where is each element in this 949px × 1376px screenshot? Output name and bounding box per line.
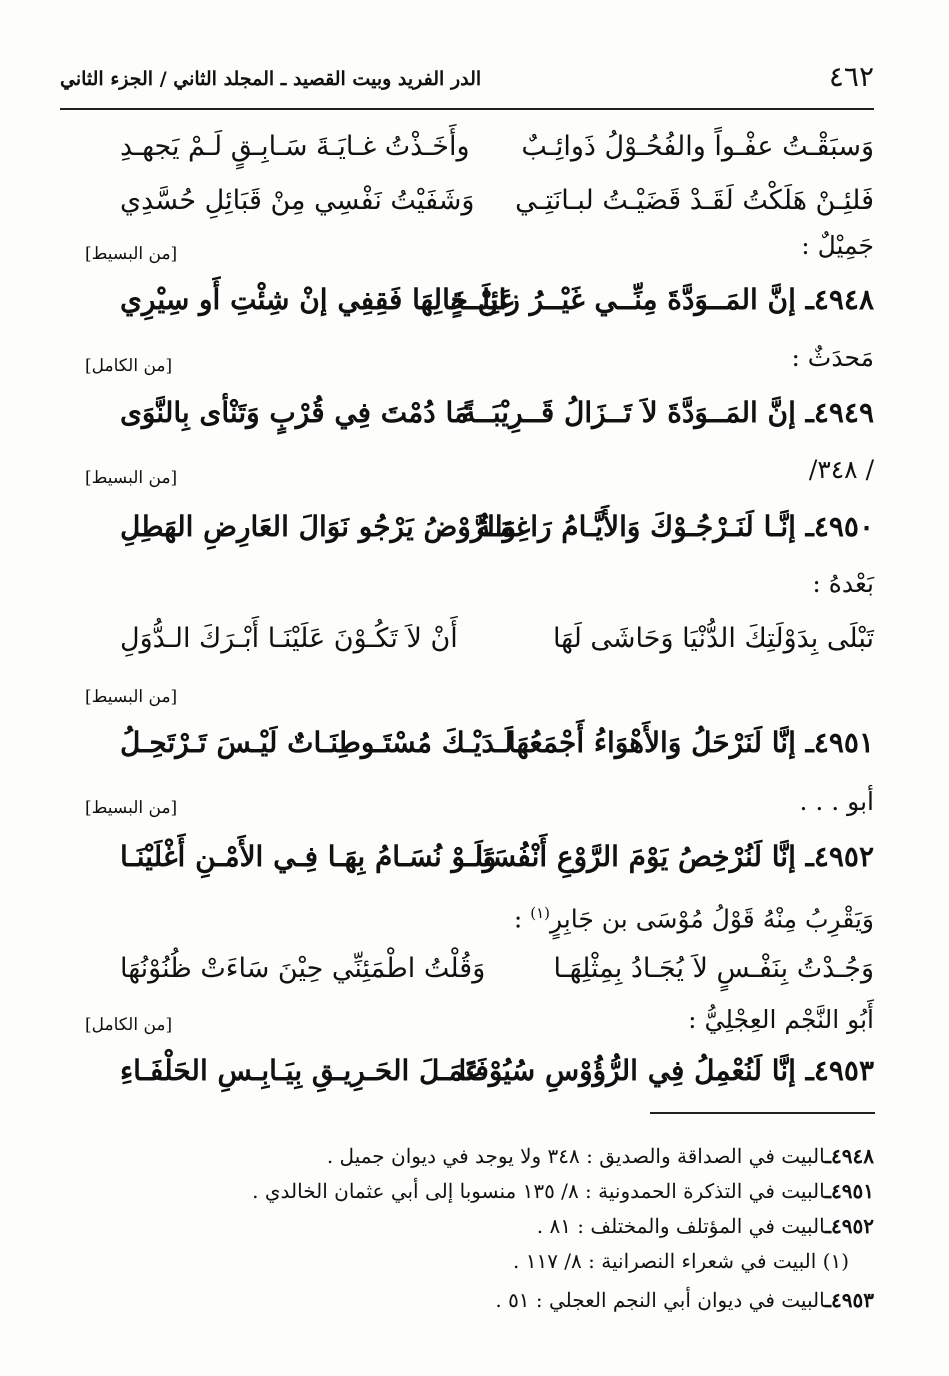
- meter-label: [من البسيط]: [85, 687, 178, 707]
- verse-line: [60, 176, 874, 226]
- meter-label: [من البسيط]: [85, 468, 178, 488]
- poet-intro: بَعْدهُ :: [812, 569, 874, 598]
- footnote-number: ٤٩٥٢ـ: [825, 1214, 874, 1238]
- verse-line: [60, 718, 874, 768]
- poet-intro: مَحدَثٌ :: [791, 343, 874, 372]
- poet-intro: [514, 893, 874, 939]
- verse-second-hemistich: وَشَفَيْتُ نَفْسِي مِنْ قَبَائِلِ حُسَّدِي: [120, 185, 475, 216]
- verse-first-hemistich: وَسبَقْـتُ عفْـواً والفُحُـوْلُ ذَوائِـبٌ: [521, 131, 874, 162]
- footnote: [252, 1175, 874, 1207]
- verse-first-hemistich: تَبْلَى بِدَوْلَتِكَ الدُّنْيَا وَحَاشَى لَهَا: [552, 623, 874, 654]
- footnote: [495, 1284, 874, 1316]
- footnote: [327, 1140, 874, 1172]
- verse-first-hemistich: ٤٩٥٢ـ إنَّا لَنُرْخِصُ يَوْمَ الرَّوْعِ أَنْفُسَنَا: [475, 840, 874, 873]
- footnote-number: (١): [822, 1249, 849, 1273]
- poet-intro: أبو . . .: [799, 787, 874, 816]
- verse-second-hemistich: عَنْ حَالِهَا فَقِفِي إنْ شِئْتِ أَو سِيْرِي: [120, 283, 516, 316]
- verse-line: [60, 388, 874, 438]
- reference-note: / ٣٤٨/: [808, 455, 874, 484]
- verse-first-hemistich: ٤٩٥٠ـ إنَّـا لَنَـرْجُـوْكَ وَالأَيَّـامُ رَاغِمَـةٌ: [476, 510, 874, 543]
- footnote-number: ٤٩٤٨ـ: [825, 1144, 874, 1168]
- poet-intro: أَبُو النَّجْم العِجْلِيُّ :: [688, 1005, 874, 1034]
- verse-second-hemistich: وَالرَّوْضُ يَرْجُو نَوَالَ العَارِضِ الهَطِلِ: [120, 510, 517, 543]
- verse-first-hemistich: ٤٩٥١ـ إنَّا لَنَرْحَلُ وَالأَهْوَاءُ أَجْمَعُهَا: [507, 726, 874, 759]
- verse-line: [60, 502, 874, 552]
- verse-first-hemistich: ٤٩٤٨ـ إنَّ المَــوَدَّةَ مِنِّــي غَيْــرُ زائِلَــةٍ: [450, 283, 874, 316]
- verse-second-hemistich: مَا دُمْتَ فِي قُرْبٍ وَتَنْأى بِالنَّوَى: [120, 396, 470, 429]
- verse-line: [60, 944, 874, 994]
- verse-line: [60, 832, 874, 882]
- footnote-text: البيت في التذكرة الحمدونية : ٨/ ١٣٥ منسوبا إلى أبي عثمان الخالدي .: [252, 1179, 826, 1203]
- footnote-number: ٤٩٥١ـ: [825, 1179, 874, 1203]
- poet-intro: جَمِيْلٌ :: [801, 231, 874, 260]
- verse-line: [60, 614, 874, 664]
- verse-first-hemistich: فَلئِـنْ هَلَكْتُ لَقَـدْ قَضَيْـتُ لبـانَتِـي: [515, 185, 874, 216]
- footnote-marker: (١): [530, 904, 550, 922]
- meter-label: [من البسيط]: [85, 798, 178, 818]
- meter-label: [من البسيط]: [85, 244, 178, 264]
- verse-line: [60, 1046, 874, 1096]
- meter-label: [من الكامل]: [85, 356, 173, 376]
- footnote-text: البيت في الصداقة والصديق : ٣٤٨ ولا يوجد في ديوان جميل .: [326, 1144, 826, 1168]
- verse-first-hemistich: ٤٩٥٣ـ إنَّا لَنُعْمِلُ فِي الرُّؤُوْسِ سُيُوْفَنَا: [458, 1054, 874, 1087]
- intro-text: وَيَقْرِبُ مِنْهُ قَوْلُ مُوْسَى بن جَابِرٍ: [549, 904, 874, 934]
- footnote: [537, 1210, 874, 1242]
- intro-colon: :: [513, 904, 523, 934]
- page-number: ٤٦٢: [828, 60, 874, 93]
- verse-second-hemistich: وَقُلْتُ اطْمَئِنِّي حِيْنَ سَاءَتْ ظُنُوْنُهَا: [120, 953, 486, 984]
- verse-second-hemistich: وأَخَـذْتُ غـايَـةَ سَـابِـقٍ لَـمْ يَجهـدِ: [120, 131, 470, 162]
- footnote: [513, 1245, 849, 1277]
- verse-first-hemistich: ٤٩٤٩ـ إنَّ المَــوَدَّةَ لاَ تَــزَالُ قَــرِيْبَــةً: [461, 396, 874, 429]
- page-header: [60, 58, 874, 110]
- meter-label: [من الكامل]: [85, 1015, 173, 1035]
- verse-second-hemistich: عَمَـلَ الحَـرِيـقِ بِيَـابِـسِ الحَلْفَـاءِ: [120, 1054, 482, 1087]
- footnote-number: ٤٩٥٣ـ: [825, 1288, 874, 1312]
- running-title: الدر الفريد وبيت القصيد ـ المجلد الثاني / الجزء الثاني: [60, 68, 482, 90]
- footnote-divider: [650, 1112, 875, 1114]
- verse-first-hemistich: وَجُـدْتُ بِنَفْـسٍ لاَ يُجَـادُ بِمِثْلِهَـا: [553, 953, 874, 984]
- footnote-text: البيت في شعراء النصرانية : ٨/ ١١٧ .: [512, 1249, 817, 1273]
- footnote-text: البيت في ديوان أبي النجم العجلي : ٥١ .: [495, 1288, 826, 1312]
- verse-line: [60, 275, 874, 325]
- verse-second-hemistich: وَلَـوْ نُسَـامُ بِهَـا فِـي الأَمْـنِ أَغْلَيْنَـا: [120, 840, 497, 873]
- verse-line: [60, 122, 874, 172]
- footnote-text: البيت في المؤتلف والمختلف : ٨١ .: [536, 1214, 826, 1238]
- verse-second-hemistich: أَنْ لاَ تَكُـوْنَ عَلَيْنَـا أَبْـرَكَ الـدُّوَلِ: [120, 623, 458, 654]
- verse-second-hemistich: لَـدَيْـكَ مُسْتَـوطِنَـاتٌ لَيْـسَ تَـرْتَحِـلُ: [120, 726, 513, 759]
